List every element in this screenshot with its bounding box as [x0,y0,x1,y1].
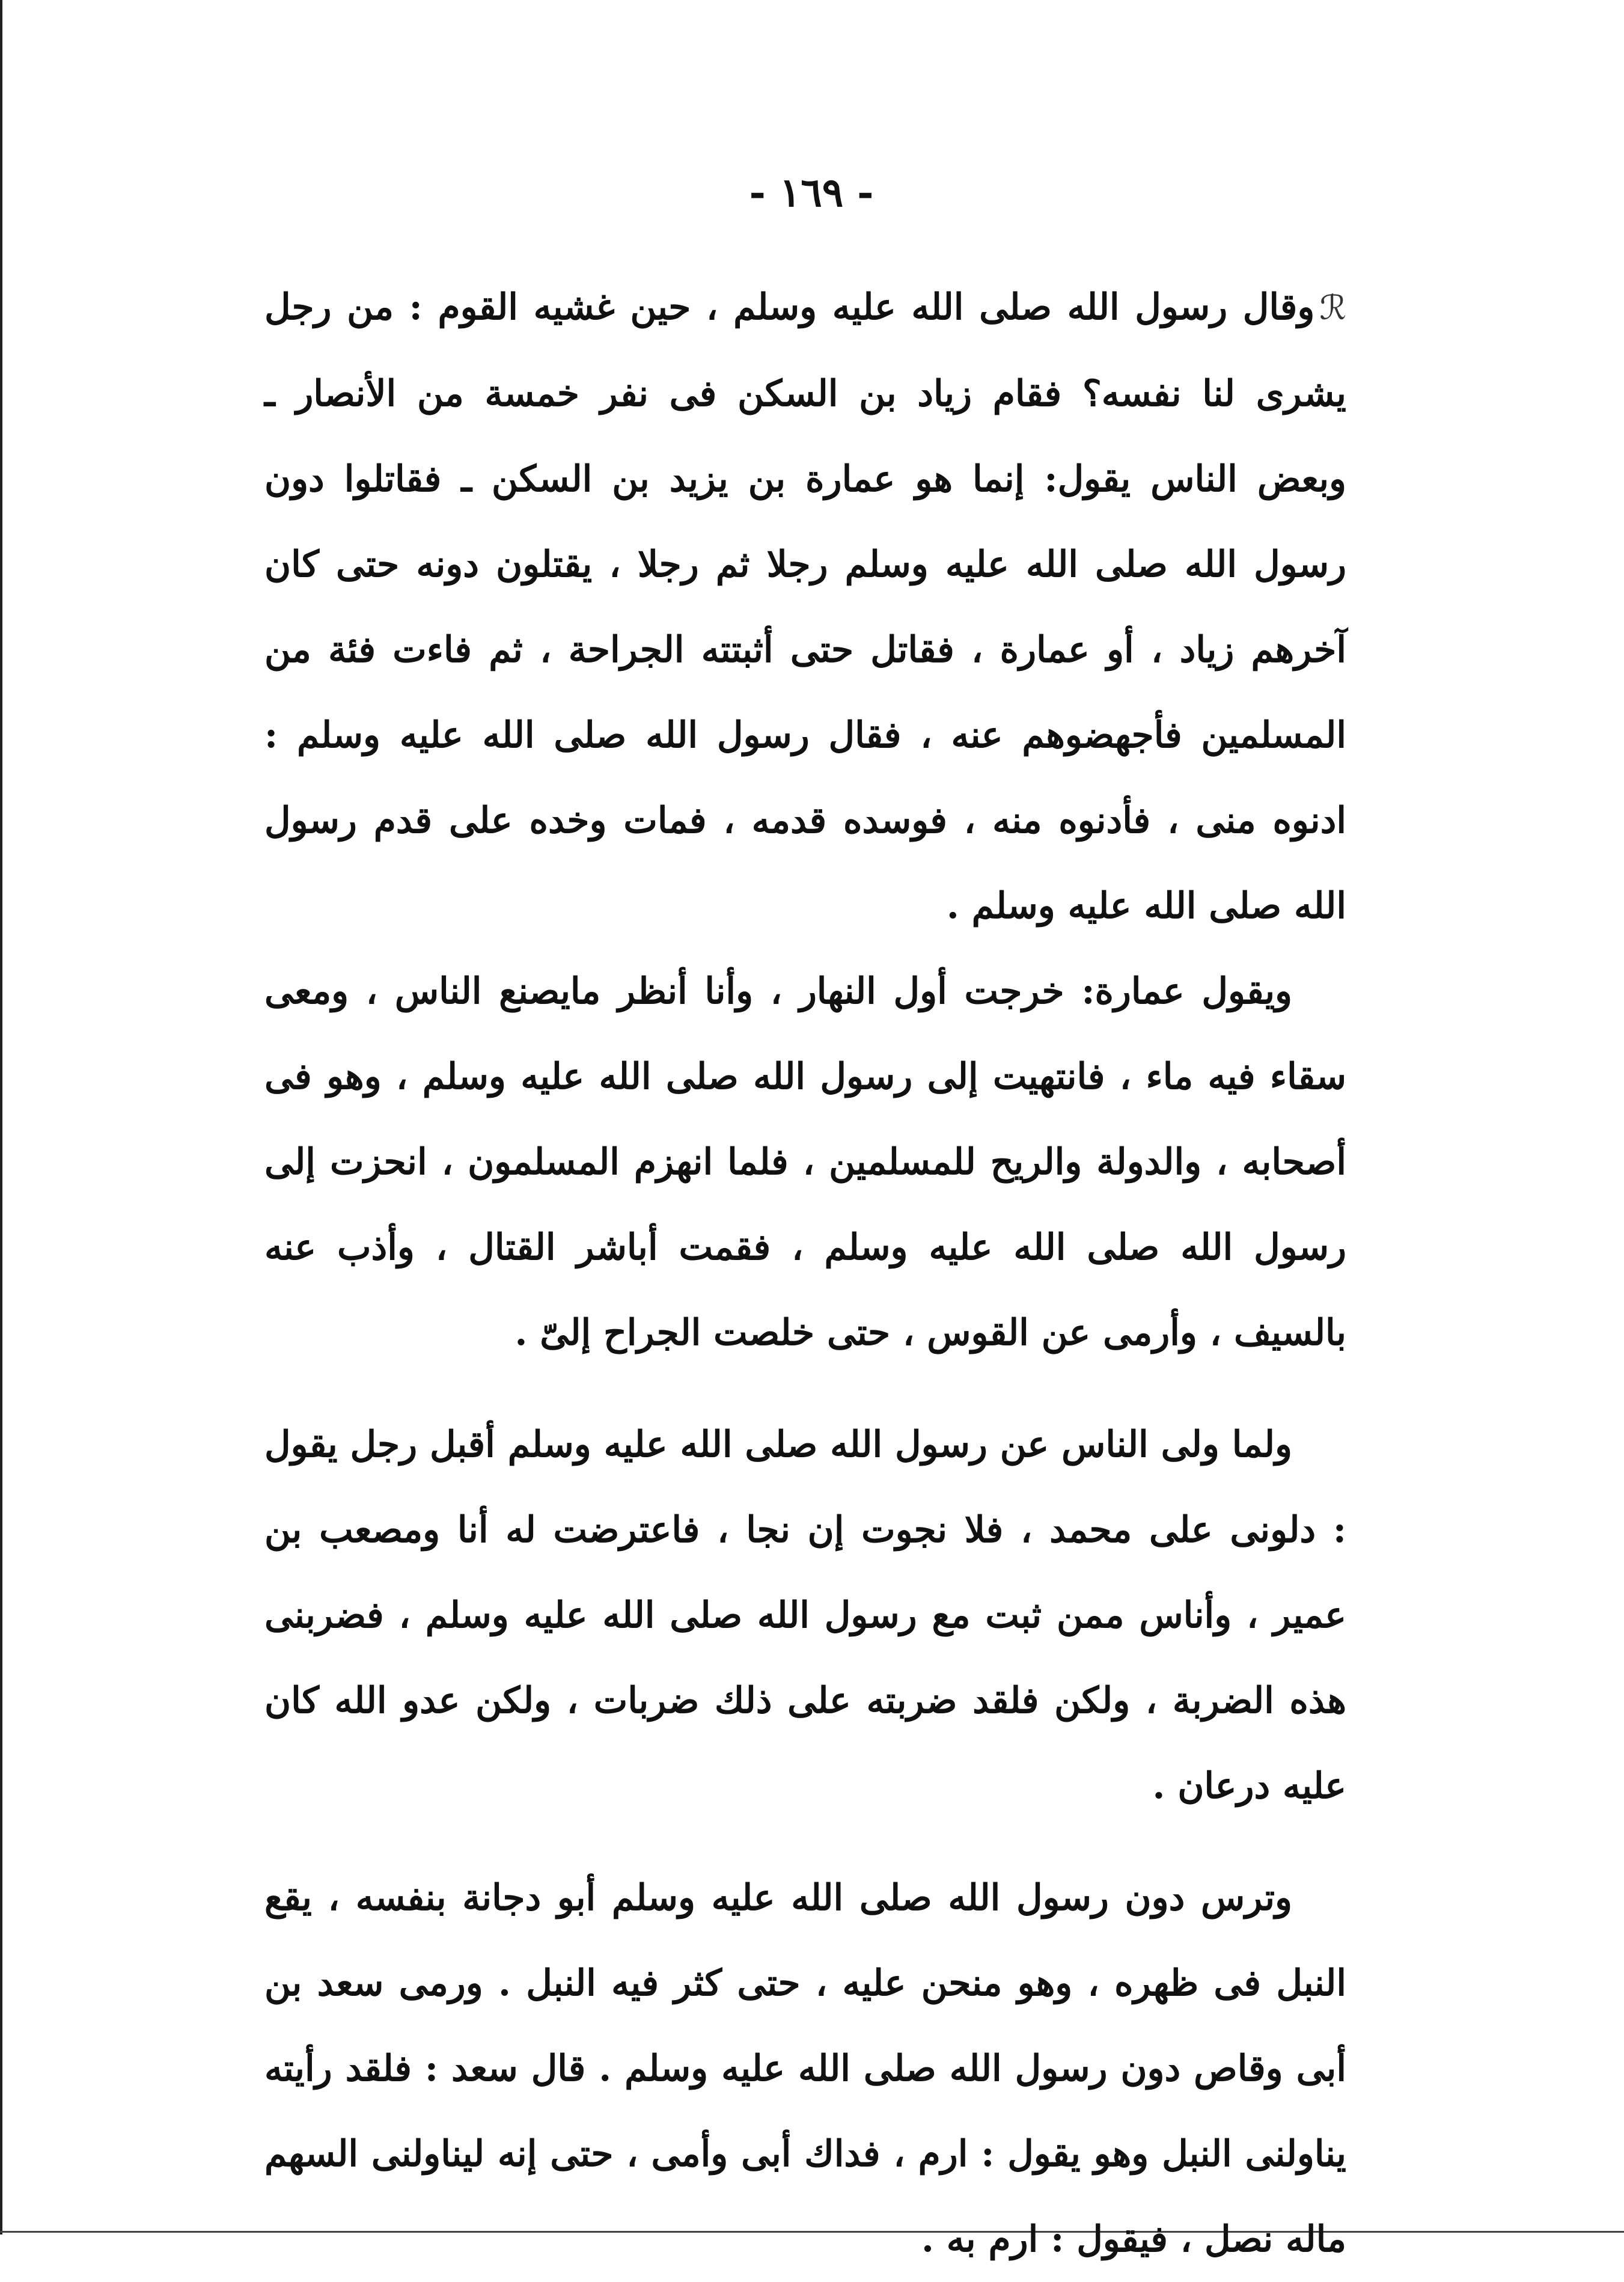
page-number: - ١٦٩ - [749,169,874,216]
body-text [264,265,1346,2282]
scan-left-border [0,0,2,2235]
paragraph-2: ويقول عمارة: خرجت أول النهار ، وأنا أنظر مايصنع الناس ، ومعى سقاء فيه ماء ، فانتهيت إلى رسول الله صلى الله عليه وسلم ، وهو فى أصحابه ، والدولة والريح للمسلمين ، فلما انهزم المسلمون ، انحزت إلى رسول الله صلى الله عليه وسلم ، فقمت أباشر القتال ، وأذب عنه بالسيف ، وأرمى عن القوس ، حتى خلصت الجراح إلىّ . [264,970,1346,1354]
paragraph-3: ولما ولى الناس عن رسول الله صلى الله عليه وسلم أقبل رجل يقول : دلونى على محمد ، فلا نجوت إن نجا ، فاعترضت له أنا ومصعب بن عمير ، وأناس ممن ثبت مع رسول الله صلى الله عليه وسلم ، فضربنى هذه الضربة ، ولكن فلقد ضربته على ذلك ضربات ، ولكن عدو الله كان عليه درعان . [264,1424,1346,1807]
paragraph-1-text: وقال رسول الله صلى الله عليه وسلم ، حين غشيه القوم : من رجل يشرى لنا نفسه؟ فقام زياد بن السكن فى نفر خمسة من الأنصار ـ وبعض الناس يقول: إنما هو عمارة بن يزيد بن السكن ـ فقاتلوا دون رسول الله صلى الله عليه وسلم رجلا ثم رجلا ، يقتلون دونه حتى كان آخرهم زياد ، أو عمارة ، فقاتل حتى أثبتته الجراحة ، ثم فاءت فئة من المسلمين فأجهضوهم عنه ، فقال رسول الله صلى الله عليه وسلم : ادنوه منى ، فأدنوه منه ، فوسده قدمه ، فمات وخده على قدم رسول الله صلى الله عليه وسلم . [264,286,1346,927]
paragraph-4: وترس دون رسول الله صلى الله عليه وسلم أبو دجانة بنفسه ، يقع النبل فى ظهره ، وهو منحن عليه ، حتى كثر فيه النبل . ورمى سعد بن أبى وقاص دون رسول الله صلى الله عليه وسلم . قال سعد : فلقد رأيته يناولنى النبل وهو يقول : ارم ، فداك أبى وأمى ، حتى إنه ليناولنى السهم ماله نصل ، فيقول : ارم به . [264,1877,1346,2260]
corner-mark-icon: ℛ [1319,289,1346,328]
paragraph-1 [264,265,1346,949]
